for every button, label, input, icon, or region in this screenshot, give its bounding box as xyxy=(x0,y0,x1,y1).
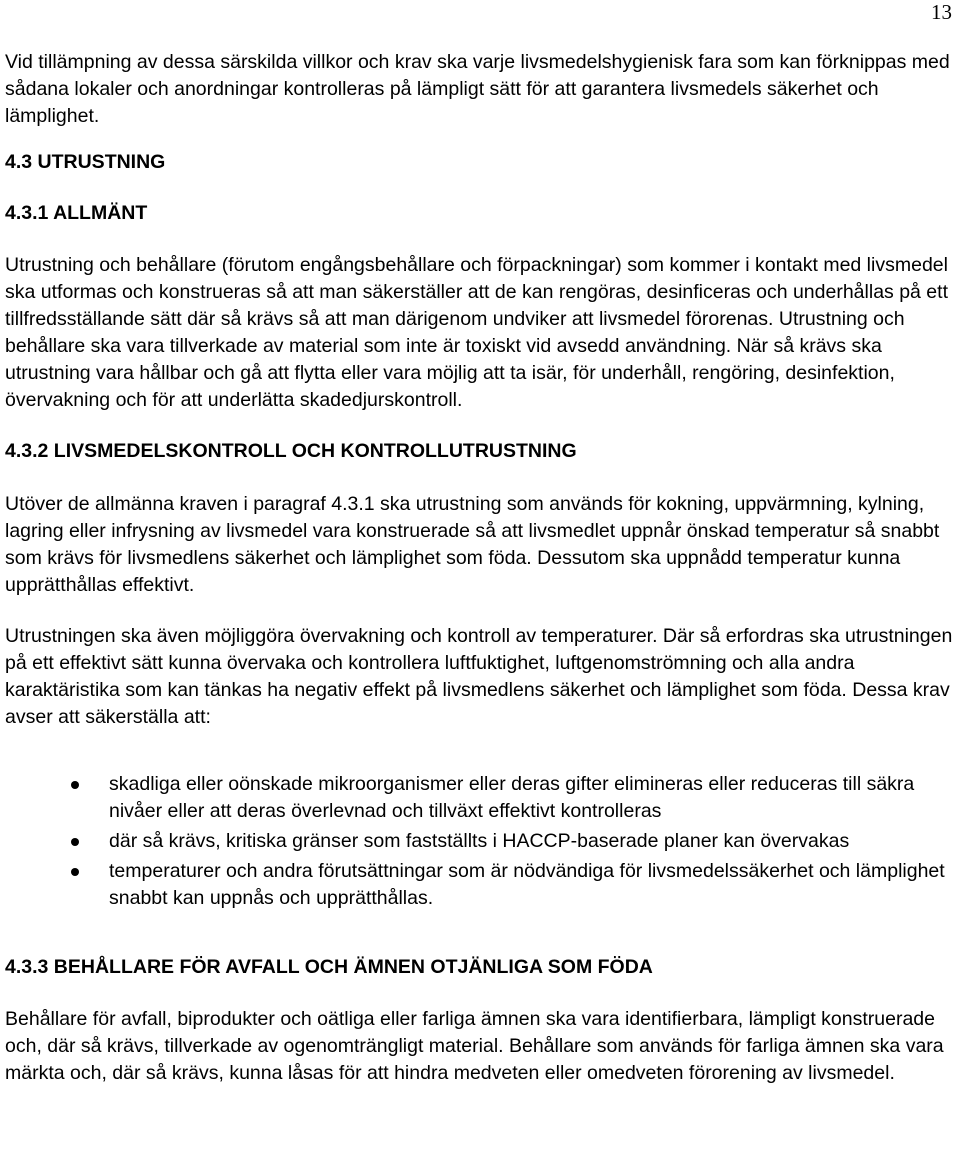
list-item xyxy=(5,771,955,825)
list-item xyxy=(5,828,955,855)
list-item-text: temperaturer och andra förutsättningar som är nödvändiga för livsmedelssäkerhet och lämplighet snabbt kan uppnås och upprätthållas. xyxy=(109,860,945,909)
list-item xyxy=(5,858,955,912)
bullet-icon xyxy=(71,781,79,789)
livsmedelskontroll-paragraph-1: Utöver de allmänna kraven i paragraf 4.3.1 ska utrustning som används för kokning, uppvärmning, kylning, lagring eller infrysning av livsmedel vara konstruerade så att livsmedlet uppnår önskad temperatur så snabbt som krävs för livsmedlens säkerhet och lämplighet som föda. Dessutom ska uppnådd temperatur kunna upprätthållas effektivt. xyxy=(5,493,940,596)
subsection-heading-avfall: 4.3.3 BEHÅLLARE FÖR AVFALL OCH ÄMNEN OTJÄNLIGA SOM FÖDA xyxy=(5,956,653,978)
bullet-icon xyxy=(71,838,79,846)
bullet-icon xyxy=(71,868,79,876)
section-heading-utrustning: 4.3 UTRUSTNING xyxy=(5,151,166,173)
list-item-text: där så krävs, kritiska gränser som fastställts i HACCP-baserade planer kan övervakas xyxy=(109,830,850,852)
intro-paragraph: Vid tillämpning av dessa särskilda villkor och krav ska varje livsmedelshygienisk fara som kan förknippas med sådana lokaler och anordningar kontrolleras på lämpligt sätt för att garantera livsmedels säkerhet och lämplighet. xyxy=(5,51,950,127)
list-item-text: skadliga eller oönskade mikroorganismer eller deras gifter elimineras eller reduceras till säkra nivåer eller att deras överlevnad och tillväxt effektivt kontrolleras xyxy=(109,773,915,822)
avfall-paragraph: Behållare för avfall, biprodukter och oätliga eller farliga ämnen ska vara identifierbara, lämpligt konstruerade och, där så krävs, tillverkade av ogenomträngligt material. Behållare som används för farliga ämnen ska vara märkta och, där så krävs, kunna låsas för att hindra medveten eller omedveten förorening av livsmedel. xyxy=(5,1008,944,1084)
document-body xyxy=(5,49,955,1087)
subsection-heading-allmant: 4.3.1 ALLMÄNT xyxy=(5,202,148,224)
page-number: 13 xyxy=(931,0,952,24)
allmant-paragraph: Utrustning och behållare (förutom engångsbehållare och förpackningar) som kommer i kontakt med livsmedel ska utformas och konstrueras så att man säkerställer att de kan rengöras, desinficeras och underhållas på ett tillfredsställande sätt där så krävs så att man därigenom undviker att livsmedel förorenas. Utrustning och behållare ska vara tillverkade av material som inte är toxiskt vid avsedd användning. När så krävs ska utrustning vara hållbar och gå att flytta eller vara möjlig att ta isär, för underhåll, rengöring, desinfektion, övervakning och för att underlätta skadedjurskontroll. xyxy=(5,254,948,411)
requirements-bullet-list xyxy=(5,771,955,912)
livsmedelskontroll-paragraph-2: Utrustningen ska även möjliggöra övervakning och kontroll av temperaturer. Där så erfordras ska utrustningen på ett effektivt sätt kunna övervaka och kontrollera luftfuktighet, luftgenomströmning och alla andra karaktäristika som kan tänkas ha negativ effekt på livsmedlens säkerhet och lämplighet som föda. Dessa krav avser att säkerställa att: xyxy=(5,625,953,728)
subsection-heading-livsmedelskontroll: 4.3.2 LIVSMEDELSKONTROLL OCH KONTROLLUTRUSTNING xyxy=(5,440,577,462)
